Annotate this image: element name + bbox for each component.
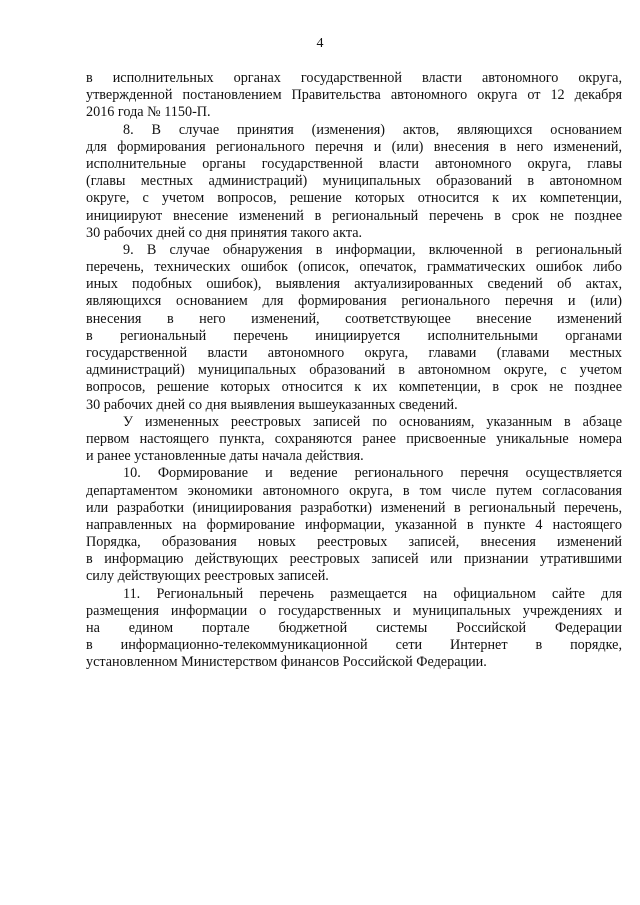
text-line: У измененных реестровых записей по основаниям, указанным в абзаце [123,413,622,430]
text-line: внесения в него изменений, соответствующее внесение изменений [86,310,622,327]
text-line: первом настоящего пункта, сохраняются ранее присвоенные уникальные номера [86,430,622,447]
text-line: 9. В случае обнаружения в информации, включенной в региональный [123,241,622,258]
text-line: установленном Министерством финансов Российской Федерации. [86,654,487,671]
text-line: администраций) муниципальных образований в автономном округе, с учетом [86,362,622,379]
text-line: в исполнительных органах государственной власти автономного округа, [86,70,622,86]
text-line: 2016 года № 1150-П. [86,104,211,121]
text-line: Порядка, образования новых реестровых записей, внесения изменений [86,534,622,551]
text-line: в информационно-телекоммуникационной сети Интернет в порядке, [86,637,622,654]
text-line: силу действующих реестровых записей. [86,568,329,585]
text-line: 30 рабочих дней со дня принятия такого акта. [86,224,363,241]
text-line: для формирования регионального перечня и (или) внесения в него изменений, [86,138,622,155]
text-line: департаментом экономики автономного округа, в том числе путем согласования [86,482,622,499]
text-line: или разработки (инициирования разработки) изменений в региональный перечень, [86,499,622,516]
text-line: 30 рабочих дней со дня выявления вышеуказанных сведений. [86,396,458,413]
text-line: государственной власти автономного округа, главами (главами местных [86,345,622,361]
text-line: и ранее установленные даты начала действия. [86,448,364,465]
text-line: на едином портале бюджетной системы Российской Федерации [86,620,622,636]
text-line: в информацию действующих реестровых записей или признании утратившими [86,551,622,568]
text-line: 8. В случае принятия (изменения) актов, являющихся основанием [123,121,622,138]
text-line: инициируют внесение изменений в региональный перечень в срок не позднее [86,207,622,224]
text-line: округе, с учетом вопросов, решение которых относится к их компетенции, [86,190,622,207]
text-line: утвержденной постановлением Правительства автономного округа от 12 декабря [86,87,622,104]
text-line: 11. Региональный перечень размещается на официальном сайте для [123,585,622,602]
text-line: вопросов, решение которых относится к их компетенции, в срок не позднее [86,379,622,396]
text-line: размещения информации о государственных и муниципальных учреждениях и [86,602,622,619]
document-body [86,70,622,672]
text-line: направленных на формирование информации, указанной в пункте 4 настоящего [86,516,622,533]
text-line: являющихся основанием для формирования регионального перечня и (или) [86,293,622,310]
text-line: перечень, технических ошибок (описок, опечаток, грамматических ошибок либо [86,259,622,276]
text-line: иных подобных ошибок), выявления актуализированных сведений об актах, [86,276,622,293]
text-line: 10. Формирование и ведение регионального перечня осуществляется [123,465,622,482]
text-line: (главы местных администраций) муниципальных образований в автономном [86,173,622,190]
text-line: исполнительные органы государственной власти автономного округа, главы [86,155,622,172]
page-number: 4 [316,36,324,51]
text-line: в региональный перечень инициируется исполнительными органами [86,327,622,344]
